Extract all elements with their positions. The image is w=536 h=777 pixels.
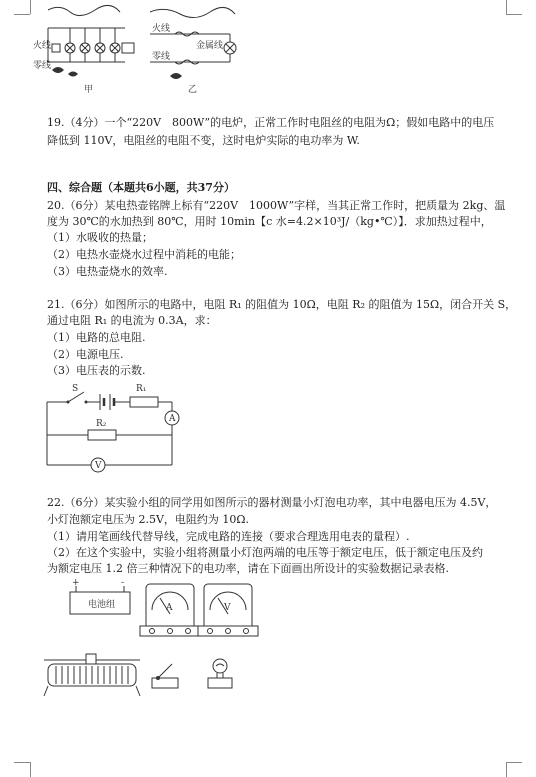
crop-mark-bottom-right [506,762,507,777]
voltmeter-device-label: V [224,603,231,613]
figure-label-jia: 甲 [84,85,94,95]
resistor-r1 [130,397,158,407]
crop-mark-bottom-left-h [14,762,30,763]
r2-label: R₂ [96,419,107,429]
battery-pack-icon [70,578,130,614]
battery-pack-label: 电池组 [88,600,116,610]
q20-item3: （3）电热壶烧水的效率. [47,265,168,278]
r1-label: R₁ [136,384,147,394]
q20-line1: 20.（6分）某电热壶铭牌上标有“220V 1000W”字样，当其正常工作时，把质量为 2kg、温 [47,199,506,212]
voltmeter-device-icon [198,584,258,636]
zero-line-label-yi: 零线 [152,52,171,62]
figure-label-yi: 乙 [188,85,198,95]
q22-item2b: 为额定电压 1.2 倍三种情况下的电功率，请在下面画出所设计的实验数据记录表格. [47,562,449,575]
crop-mark-bottom-left [30,762,31,777]
rheostat-icon [44,654,140,696]
q20-line2: 度为 30℃的水加热到 80℃，用时 10min【c 水=4.2×10³J/（kg•℃）】．求加热过程中， [47,215,492,228]
q19-line1: 19.（4分）一个“220V 800W”的电炉，正常工作时电阻丝的电阻为Ω；假如电路中的电压 [47,116,495,129]
zero-line-label-jia: 零线 [33,61,52,71]
q21-item3: （3）电压表的示数. [47,364,146,377]
fire-line-label-yi: 火线 [152,24,171,34]
section4-title: 四、综合题（本题共6小题，共37分） [47,181,235,194]
q22-item1: （1）请用笔画线代替导线，完成电路的连接（要求合理选用电表的量程）. [47,530,410,543]
mid-label-yi: 金属线 [196,41,224,51]
ammeter-label: A [169,414,176,424]
q19-line2: 降低到 110V，电阻丝的电阻不变，这时电炉实际的电功率为 W. [47,134,360,147]
q21-item2: （2）电源电压. [47,348,124,361]
q21-line2: 通过电阻 R₁ 的电流为 0.3A，求： [47,314,217,327]
q21-item1: （1）电路的总电阻. [47,331,146,344]
ammeter-device-label: A [166,603,173,613]
q20-item2: （2）电热水壶烧水过程中消耗的电能； [47,248,241,261]
q22-line1: 22.（6分）某实验小组的同学用如图所示的器材测量小灯泡电功率，其中电器电压为 4.5V， [47,496,497,509]
crop-mark-bottom-right-h [506,762,522,763]
wiring-figure-yi [150,7,236,95]
switch-s-label: S [72,384,79,394]
ammeter-device-icon [140,584,200,636]
wiring-figure [0,0,536,100]
battery-icon [100,394,114,410]
resistor-r2 [88,430,116,440]
battery-plus-label: + [72,578,80,588]
q21-line1: 21.（6分）如图所示的电路中，电阻 R₁ 的阻值为 10Ω，电阻 R₂ 的阻值为 15Ω，闭合开关 S， [47,298,517,311]
q22-line2: 小灯泡额定电压为 2.5V，电阻约为 10Ω. [47,513,250,526]
light-bulb-icon [208,659,232,688]
wiring-figure-jia [33,5,134,95]
voltmeter-label: V [95,461,102,471]
q21-circuit-diagram [0,375,536,475]
knife-switch-icon [152,664,178,688]
q20-item1: （1）水吸收的热量； [47,231,153,244]
battery-minus-label: - [121,578,125,588]
q22-apparatus-figure [0,580,536,710]
fire-line-label-jia: 火线 [33,41,52,51]
q22-item2a: （2）在这个实验中，实验小组将测量小灯泡两端的电压等于额定电压，低于额定电压及约 [47,546,483,559]
